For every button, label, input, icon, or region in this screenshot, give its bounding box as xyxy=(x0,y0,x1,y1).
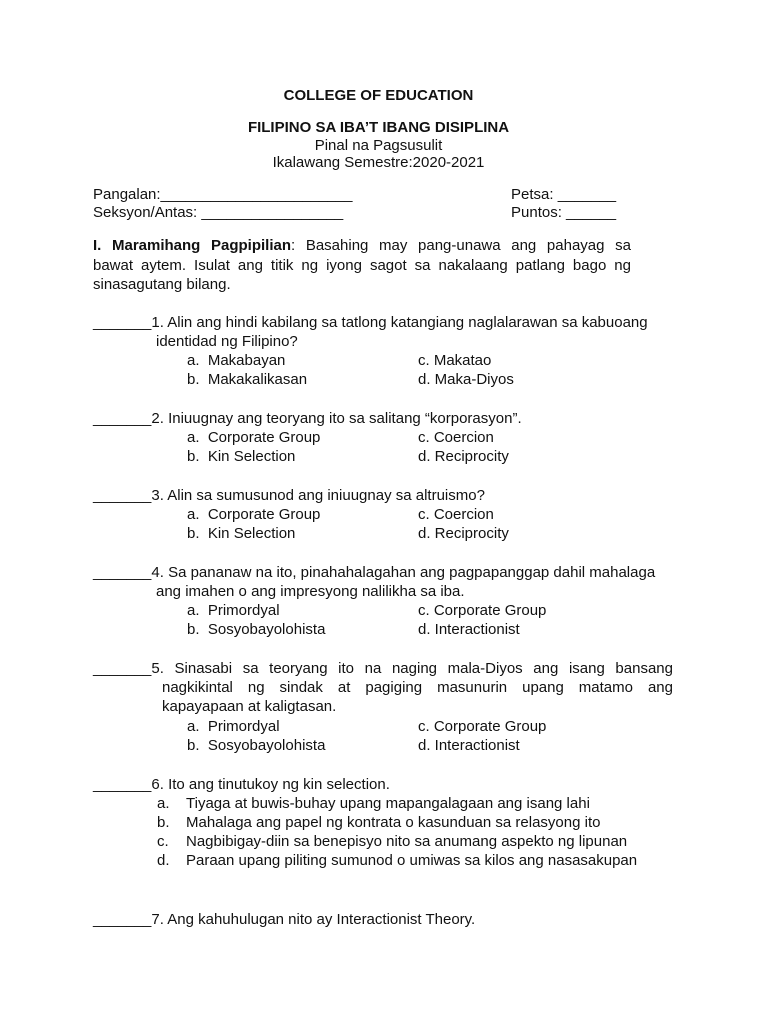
question-1: _______1. Alin ang hindi kabilang sa tatlong katangiang naglalarawan sa kabuoang xyxy=(93,314,648,331)
choice-1b: b. Makakalikasan xyxy=(187,371,308,388)
choice-2a: a. Corporate Group xyxy=(187,429,321,446)
question-3: _______3. Alin sa sumusunod ang iniuugnay sa altruismo? xyxy=(93,487,485,504)
choice-4d: d. Interactionist xyxy=(418,621,520,638)
semester-line: Ikalawang Semestre:2020-2021 xyxy=(272,154,485,171)
choice-1c: c. Makatao xyxy=(418,352,492,369)
choice-3c: c. Coercion xyxy=(418,506,494,523)
choice-4c: c. Corporate Group xyxy=(418,602,547,619)
question-5-continued-1: nagkikintal ng sindak at pagiging masunurin upang matamo ang xyxy=(162,679,673,696)
choice-6a: Tiyaga at buwis-buhay upang mapangalagaan ang isang lahi xyxy=(186,795,590,812)
choice-2b: b. Kin Selection xyxy=(187,448,296,465)
question-5-continued-2: kapayapaan at kaligtasan. xyxy=(162,698,337,715)
choice-6a-letter: a. xyxy=(157,795,170,812)
choice-5b: b. Sosyobayolohista xyxy=(187,737,326,754)
question-4-continued: ang imahen o ang impresyong nalilikha sa iba. xyxy=(156,583,465,600)
choice-3a: a. Corporate Group xyxy=(187,506,321,523)
choice-4a: a. Primordyal xyxy=(187,602,280,619)
choice-6d-letter: d. xyxy=(157,852,170,869)
choice-2d: d. Reciprocity xyxy=(418,448,509,465)
choice-6b-letter: b. xyxy=(157,814,170,831)
name-field: Pangalan:_______________________ xyxy=(93,186,353,203)
choice-4b: b. Sosyobayolohista xyxy=(187,621,326,638)
exam-title: Pinal na Pagsusulit xyxy=(314,137,443,154)
choice-5d: d. Interactionist xyxy=(418,737,520,754)
choice-1d: d. Maka-Diyos xyxy=(418,371,514,388)
choice-6d: Paraan upang piliting sumunod o umiwas sa kilos ang nasasakupan xyxy=(186,852,638,869)
course-title: FILIPINO SA IBA’T IBANG DISIPLINA xyxy=(247,119,510,136)
choice-2c: c. Coercion xyxy=(418,429,494,446)
choice-5c: c. Corporate Group xyxy=(418,718,547,735)
score-field: Puntos: ______ xyxy=(511,204,617,221)
question-5: _______5. Sinasabi sa teoryang ito na naging mala-Diyos ang isang bansang xyxy=(93,660,673,677)
instructions-label: I. Maramihang Pagpipilian xyxy=(93,237,292,254)
question-7: _______7. Ang kahuhulugan nito ay Interactionist Theory. xyxy=(93,911,476,928)
date-field: Petsa: _______ xyxy=(511,186,617,203)
choice-6c: Nagbibigay-diin sa benepisyo nito sa anumang aspekto ng lipunan xyxy=(186,833,628,850)
instructions-line-2: bawat aytem. Isulat ang titik ng iyong sagot sa nakalaang patlang bago ng xyxy=(93,257,631,274)
college-title: COLLEGE OF EDUCATION xyxy=(283,87,474,104)
question-2: _______2. Iniuugnay ang teoryang ito sa salitang “korporasyon”. xyxy=(93,410,522,427)
question-4: _______4. Sa pananaw na ito, pinahahalagahan ang pagpapanggap dahil mahalaga xyxy=(93,564,656,581)
choice-5a: a. Primordyal xyxy=(187,718,280,735)
instructions-line-3: sinasagutang bilang. xyxy=(93,276,231,293)
choice-6b: Mahalaga ang papel ng kontrata o kasunduan sa relasyong ito xyxy=(186,814,601,831)
choice-6c-letter: c. xyxy=(157,833,169,850)
choice-1a: a. Makabayan xyxy=(187,352,286,369)
instructions-line-1: I. Maramihang Pagpipilian: Basahing may pang-unawa ang pahayag sa xyxy=(93,237,631,254)
choice-3d: d. Reciprocity xyxy=(418,525,509,542)
question-1-continued: identidad ng Filipino? xyxy=(156,333,298,350)
choice-3b: b. Kin Selection xyxy=(187,525,296,542)
section-field: Seksyon/Antas: _________________ xyxy=(93,204,344,221)
question-6: _______6. Ito ang tinutukoy ng kin selection. xyxy=(93,776,390,793)
